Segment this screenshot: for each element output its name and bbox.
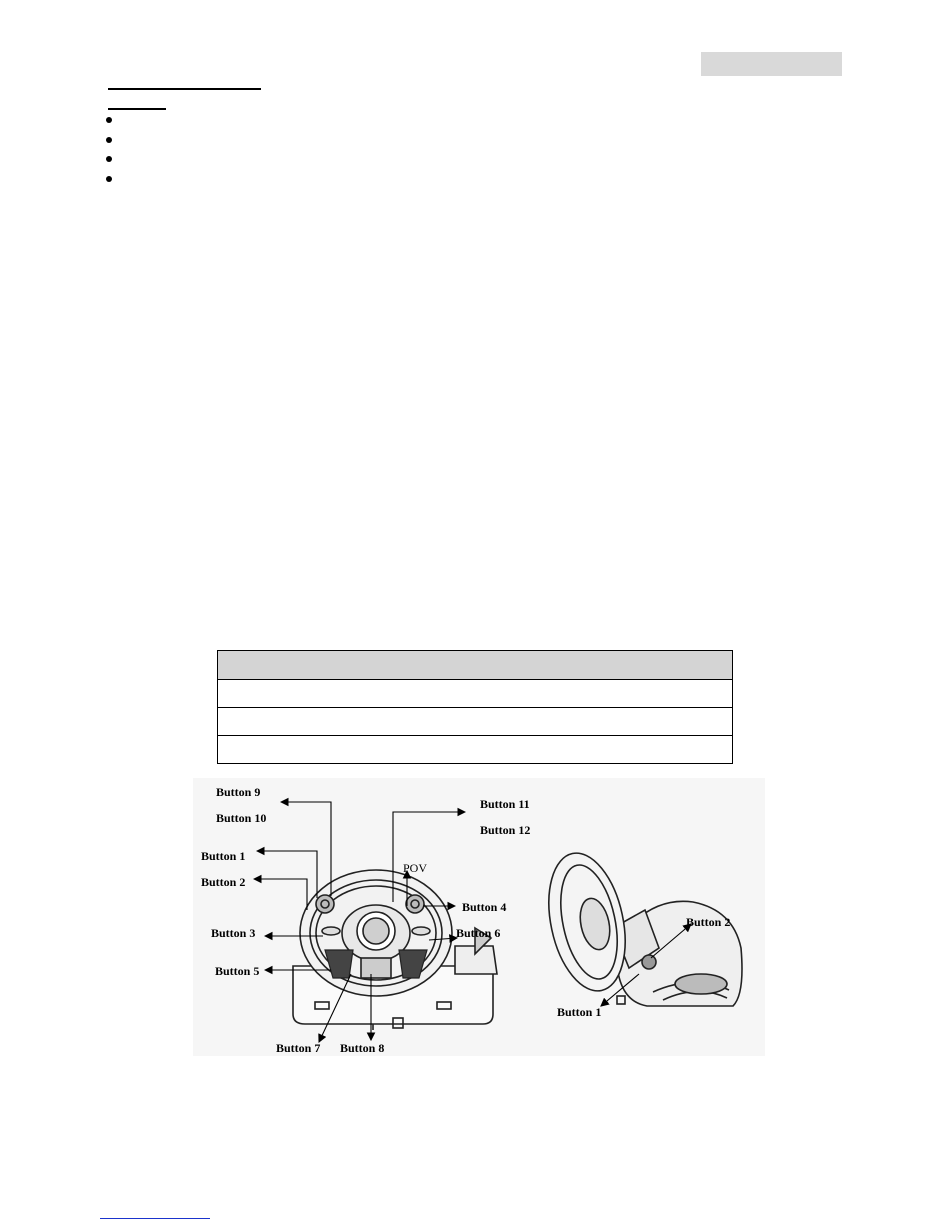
bullet-icon — [106, 137, 112, 143]
front-view-wheel-icon — [293, 870, 497, 1030]
bullet-icon — [106, 156, 112, 162]
label-side-button-1: Button 1 — [557, 1005, 602, 1019]
label-button-7: Button 7 — [276, 1041, 321, 1055]
table-cell — [218, 680, 733, 708]
label-button-12: Button 12 — [480, 823, 531, 837]
label-button-2: Button 2 — [201, 875, 246, 889]
label-pov: POV — [403, 861, 428, 875]
table-row — [218, 736, 733, 764]
label-button-1: Button 1 — [201, 849, 246, 863]
label-button-3: Button 3 — [211, 926, 256, 940]
label-button-5: Button 5 — [215, 964, 260, 978]
section-title-underline — [108, 88, 261, 90]
table-row — [218, 680, 733, 708]
label-button-10: Button 10 — [216, 811, 267, 825]
label-button-8: Button 8 — [340, 1041, 385, 1055]
table-row — [218, 708, 733, 736]
table-cell — [218, 736, 733, 764]
footer-link-underline[interactable] — [100, 1218, 210, 1219]
label-button-6: Button 6 — [456, 926, 501, 940]
label-button-4: Button 4 — [462, 900, 507, 914]
table-cell — [218, 651, 733, 680]
label-button-11: Button 11 — [480, 797, 530, 811]
subsection-title-underline — [108, 108, 166, 110]
steering-wheel-diagram — [193, 778, 765, 1056]
label-side-button-2: Button 2 — [686, 915, 731, 929]
header-tag-box — [701, 52, 842, 76]
spec-table — [217, 650, 733, 764]
label-button-9: Button 9 — [216, 785, 261, 799]
table-header-row — [218, 651, 733, 680]
wheel-drawing — [193, 778, 765, 1056]
table-cell — [218, 708, 733, 736]
bullet-icon — [106, 176, 112, 182]
bullet-icon — [106, 117, 112, 123]
